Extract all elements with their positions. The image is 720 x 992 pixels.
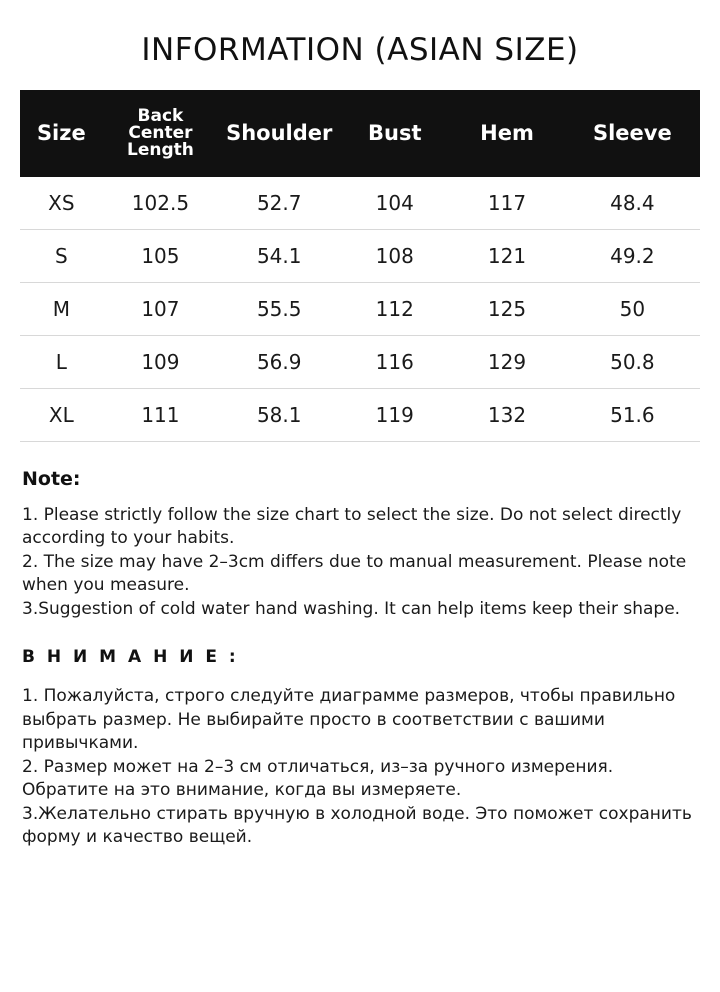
note-ru-line-1: 1. Пожалуйста, строго следуйте диаграмме размеров, чтобы правильно выбрать размер. Не выбирайте просто в соответствии с вашими привычками. [22,686,676,754]
note-line-2: 2. The size may have 2–3cm differs due to manual measurement. Please note when you measure. [22,551,687,596]
cell-back-center-length: 111 [103,389,219,442]
table-header [20,90,700,177]
cell-size: XS [20,177,103,230]
column-header-size: Size [36,121,86,146]
cell-back-center-length: 102.5 [103,177,219,230]
column-header-shoulder: Shoulder [226,121,333,146]
size-chart-table [20,90,700,442]
table-row [20,389,700,442]
cell-bust: 108 [340,230,449,283]
column-header-bust: Bust [367,121,422,146]
note-ru-line-2: 2. Размер может на 2–3 см отличаться, из–за ручного измерения. Обратите на это внимание, когда вы измеряете. [22,756,614,801]
cell-bust: 116 [340,336,449,389]
note-ru-line-3: 3.Желательно стирать вручную в холодной воде. Это поможет сохранить форму и качество вещей. [22,803,692,847]
cell-bust: 119 [340,389,449,442]
column-header-back-center-length: Back Center Length [126,106,194,160]
column-header-sleeve: Sleeve [592,121,672,146]
cell-bust: 104 [340,177,449,230]
cell-sleeve: 51.6 [565,389,700,442]
cell-sleeve: 49.2 [565,230,700,283]
cell-size: L [20,336,103,389]
cell-back-center-length: 105 [103,230,219,283]
cell-hem: 132 [449,389,565,442]
table-row [20,336,700,389]
notes-heading: Note: [22,468,81,490]
cell-size: S [20,230,103,283]
cell-size: XL [20,389,103,442]
cell-shoulder: 56.9 [218,336,340,389]
cell-hem: 125 [449,283,565,336]
table-row [20,230,700,283]
notes-ru-heading: В Н И М А Н И Е : [22,647,239,668]
cell-back-center-length: 109 [103,336,219,389]
cell-shoulder: 55.5 [218,283,340,336]
cell-hem: 117 [449,177,565,230]
note-line-3: 3.Suggestion of cold water hand washing. It can help items keep their shape. [22,598,681,619]
table-row [20,177,700,230]
notes-section [22,468,700,849]
table-body [20,177,700,442]
cell-back-center-length: 107 [103,283,219,336]
page-title: INFORMATION (ASIAN SIZE) [141,32,579,68]
cell-shoulder: 58.1 [218,389,340,442]
cell-hem: 129 [449,336,565,389]
cell-sleeve: 50 [565,283,700,336]
cell-hem: 121 [449,230,565,283]
column-header-hem: Hem [480,121,534,146]
cell-shoulder: 52.7 [218,177,340,230]
cell-bust: 112 [340,283,449,336]
cell-sleeve: 50.8 [565,336,700,389]
cell-shoulder: 54.1 [218,230,340,283]
note-line-1: 1. Please strictly follow the size chart to select the size. Do not select directly according to your habits. [22,505,682,549]
cell-sleeve: 48.4 [565,177,700,230]
size-information-page [0,32,720,992]
table-header-row [20,90,700,177]
table-row [20,283,700,336]
cell-size: M [20,283,103,336]
